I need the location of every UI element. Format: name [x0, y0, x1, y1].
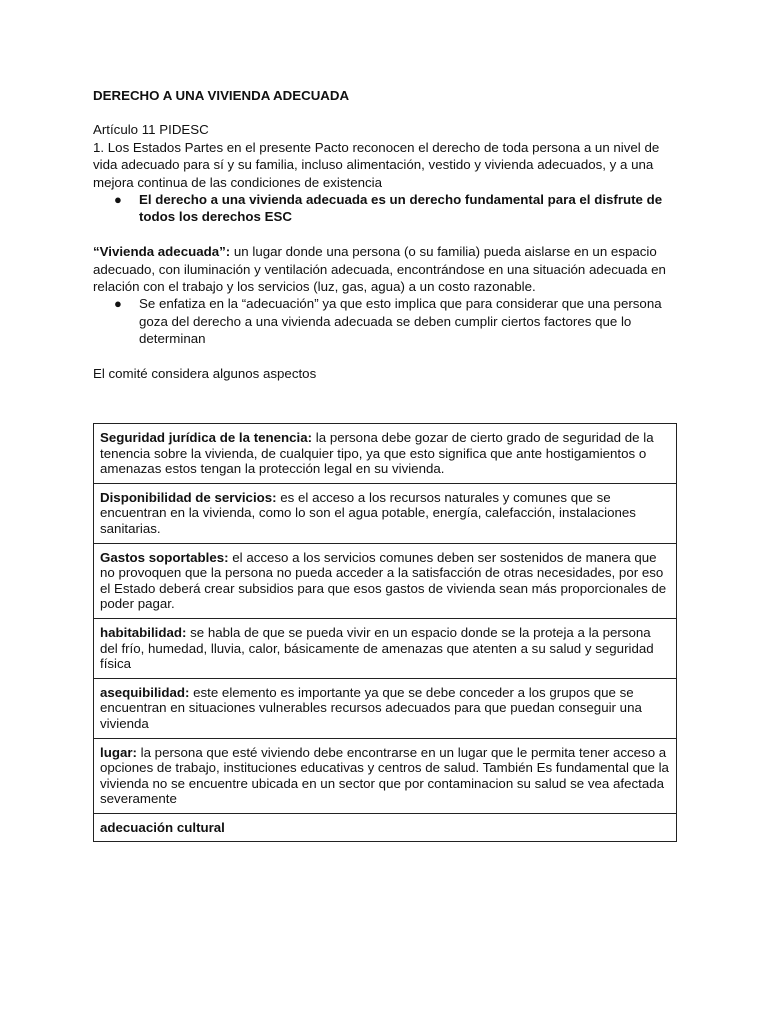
definition-bullet-list	[93, 295, 677, 347]
table-row	[94, 543, 677, 618]
list-item	[93, 295, 677, 347]
table-row	[94, 483, 677, 543]
aspect-term: lugar:	[100, 744, 137, 760]
aspect-text: se habla de que se pueda vivir en un espacio donde se la proteja a la persona del frío, humedad, lluvia, calor, básicamente de amenazas que atenten a su salud y seguridad física	[100, 624, 654, 672]
table-cell	[94, 543, 677, 618]
table-cell	[94, 618, 677, 678]
table-cell	[94, 678, 677, 738]
committee-text: El comité considera algunos aspectos	[93, 366, 317, 382]
table-row	[94, 678, 677, 738]
aspect-text: la persona que esté viviendo debe encontrarse en un lugar que le permita tener acceso a opciones de trabajo, instituciones educativas y centros de salud. También Es fundamental que la vivienda no se encuentre ubicada en un sector que por contaminacion su salud se vea afectada severamente	[100, 744, 669, 807]
article-heading: Artículo 11 PIDESC	[93, 122, 209, 138]
document-body	[93, 87, 677, 382]
bullet-icon: ●	[114, 296, 122, 312]
article-bullet-list	[93, 191, 677, 226]
table-row	[94, 738, 677, 813]
bullet-text: Se enfatiza en la “adecuación” ya que esto implica que para considerar que una persona goza del derecho a una vivienda adecuada se deben cumplir ciertos factores que lo determinan	[139, 296, 662, 347]
aspect-term: adecuación cultural	[100, 819, 225, 835]
bullet-text: El derecho a una vivienda adecuada es un derecho fundamental para el disfrute de todos los derechos ESC	[139, 192, 663, 225]
list-item	[93, 191, 677, 226]
spacer	[93, 226, 677, 243]
aspect-text: el acceso a los servicios comunes deben ser sostenidos de manera que no provoquen que la persona no pueda acceder a la satisfacción de otras necesidades, por eso el Estado deberá crear subsidios para que esos gastos de vivienda sean más proporcionales de poder pagar.	[100, 549, 667, 612]
aspect-term: asequibilidad:	[100, 684, 190, 700]
table-cell	[94, 424, 677, 484]
aspect-term: habitabilidad:	[100, 624, 187, 640]
table-row	[94, 813, 677, 842]
definition-text: un lugar donde una persona (o su familia) pueda aislarse en un espacio adecuado, con iluminación y ventilación adecuada, encontrándose en una situación adecuada en relación con el trabajo y los servicios (luz, gas, agua) a un costo razonable.	[93, 244, 666, 295]
aspect-term: Gastos soportables:	[100, 549, 229, 565]
aspect-term: Disponibilidad de servicios:	[100, 489, 277, 505]
document-title: DERECHO A UNA VIVIENDA ADECUADA	[93, 88, 350, 103]
table-row	[94, 618, 677, 678]
aspect-term: Seguridad jurídica de la tenencia:	[100, 430, 313, 445]
aspects-table	[93, 423, 677, 842]
definition-term: “Vivienda adecuada”:	[93, 244, 231, 260]
aspect-text: es el acceso a los recursos naturales y comunes que se encuentran en la vivienda, como lo son el agua potable, energía, calefacción, instalaciones sanitarias.	[100, 489, 636, 536]
aspect-text: este elemento es importante ya que se debe conceder a los grupos que se encuentran en situaciones vulnerables recursos adecuados para que puedan conseguir una vivienda	[100, 684, 642, 731]
definition-paragraph	[93, 243, 677, 295]
article-text: 1. Los Estados Partes en el presente Pacto reconocen el derecho de toda persona a un nivel de vida adecuado para sí y su familia, incluso alimentación, vestido y vivienda adecuados, y a una mejora continua de las condiciones de existencia	[93, 139, 660, 190]
table-cell	[94, 738, 677, 813]
table-cell	[94, 813, 677, 842]
spacer	[93, 348, 677, 365]
table-cell	[94, 483, 677, 543]
aspect-text: la persona debe gozar de cierto grado de seguridad de la tenencia sobre la vivienda, de cualquier tipo, ya que esto significa que ante hostigamientos o amenazas estos tengan la protección legal en su vivienda.	[100, 430, 654, 477]
table-row	[94, 424, 677, 484]
bullet-icon: ●	[114, 192, 122, 208]
